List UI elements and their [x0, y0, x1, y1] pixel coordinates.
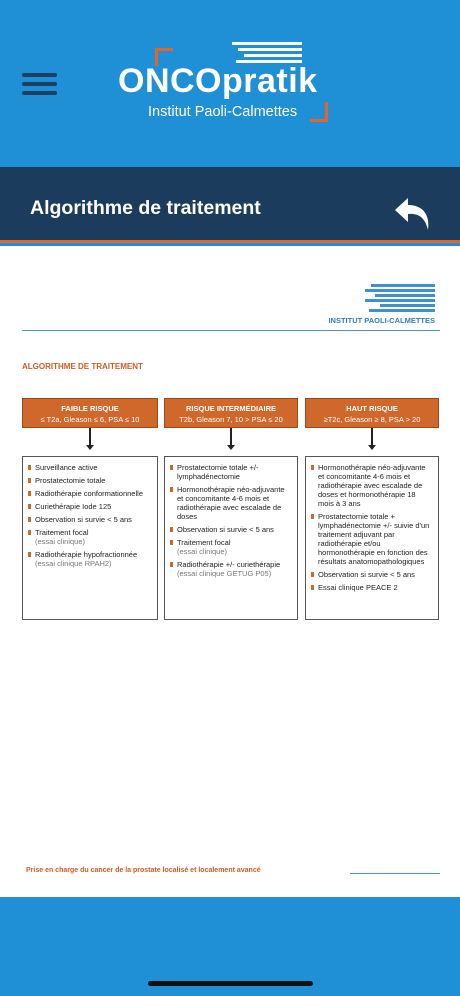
- list-item: Hormonothérapie néo-adjuvante et concomitante 4-6 mois et radiothérapie avec escalade de doses: [170, 485, 292, 521]
- ipc-logo: [330, 284, 440, 324]
- risk-box-intermediate: [164, 456, 298, 620]
- list-item: Radiothérapie conformationnelle: [28, 489, 152, 498]
- list-item: Radiothérapie +/- curiethérapie (essai clinique GETUG P05): [170, 560, 292, 578]
- section-title: ALGORITHME DE TRAITEMENT: [22, 362, 143, 371]
- footer-rule: [350, 873, 440, 874]
- risk-box-low: [22, 456, 158, 620]
- risk-criteria: ≥T2c, Gleason ≥ 8, PSA > 20: [323, 415, 421, 424]
- app-header: [0, 0, 460, 167]
- list-item: Prostatectomie totale +/- lymphadénectomie: [170, 463, 292, 481]
- list-item: Prostatectomie totale: [28, 476, 152, 485]
- risk-box-high: [305, 456, 439, 620]
- list-item: Traitement focal (essai clinique): [170, 538, 292, 556]
- document-image: [0, 246, 460, 897]
- header-rule: [22, 330, 440, 331]
- flow-arrow: [371, 428, 373, 446]
- list-item: Radiothérapie hypofractionnée (essai clinique RPAH2): [28, 550, 152, 568]
- logo-bracket-bottom-right: [310, 102, 328, 122]
- oncopratik-logo: [110, 40, 350, 130]
- list-item: Curiethérapie Iode 125: [28, 502, 152, 511]
- risk-criteria: T2b, Gleason 7, 10 > PSA ≤ 20: [179, 415, 283, 424]
- list-item: Observation si survie < 5 ans: [311, 570, 433, 579]
- flow-arrow: [230, 428, 232, 446]
- risk-header-intermediate: [164, 398, 298, 428]
- list-item: Surveillance active: [28, 463, 152, 472]
- flow-arrow: [89, 428, 91, 446]
- document-footer-title: Prise en charge du cancer de la prostate localisé et localement avancé: [26, 867, 261, 874]
- list-item: Traitement focal (essai clinique): [28, 528, 152, 546]
- title-bar: [0, 167, 460, 243]
- page-title: Algorithme de traitement: [30, 197, 261, 219]
- list-item: Essai clinique PEACE 2: [311, 583, 433, 592]
- list-item: Observation si survie < 5 ans: [28, 515, 152, 524]
- hamburger-menu-icon[interactable]: [22, 73, 57, 95]
- risk-title: HAUT RISQUE: [346, 404, 398, 413]
- risk-title: RISQUE INTERMÉDIAIRE: [185, 404, 276, 413]
- risk-header-high: [305, 398, 439, 428]
- risk-criteria: ≤ T2a, Gleason ≤ 6, PSA ≤ 10: [40, 415, 140, 424]
- logo-subtitle: Institut Paoli-Calmettes: [148, 104, 298, 120]
- risk-header-low: [22, 398, 158, 428]
- ipc-label: INSTITUT PAOLI-CALMETTES: [328, 316, 435, 325]
- risk-title: FAIBLE RISQUE: [61, 404, 119, 413]
- list-item: Hormonothérapie néo-adjuvante et concomitante 4-6 mois et radiothérapie avec escalade de doses et hormonothérapie 18 mois à 3 ans: [311, 463, 433, 508]
- home-indicator[interactable]: [148, 981, 313, 986]
- logo-title: ONCOpratik: [118, 62, 318, 100]
- list-item: Observation si survie < 5 ans: [170, 525, 292, 534]
- back-arrow-icon[interactable]: [392, 192, 436, 236]
- list-item: Prostatectomie totale + lymphadénectomie +/- suivie d'un traitement adjuvant par radiothérapie et/ou hormonothérapie en fonction des résultats anatomopathologiques: [311, 512, 433, 566]
